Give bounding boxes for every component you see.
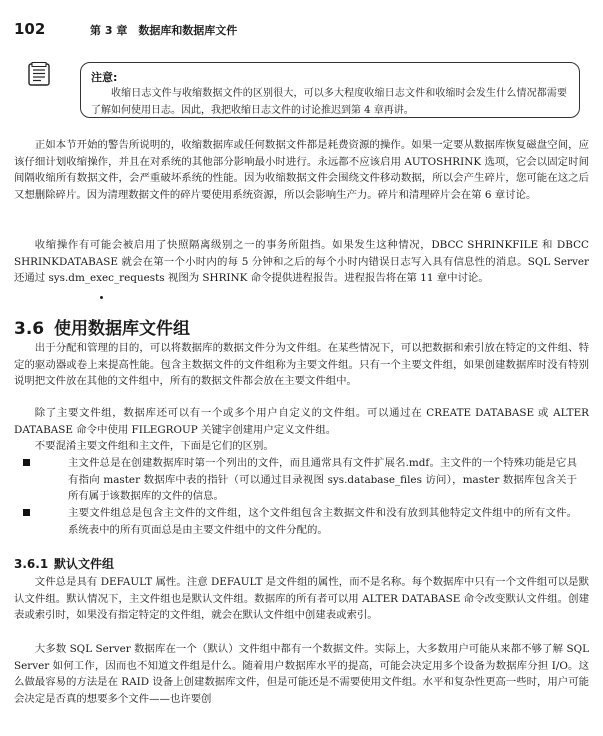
paragraph-single-datafile: 大多数 SQL Server 数据库在一个（默认）文件组中都有一个数据文件。实际上，大多数用户可能从来都不够了解 SQL Server 如何工作，因而也不知道文件组是什么。随着用户数据库水平的提高，可能会决定用多个设备为数据库分担 I/O。这么做最容易的方法是在 RAID 设备上创建数据库文件，但是可能还是不需要使用文件组。水平和复杂性更高一些时，用户可能会决定是否真的想要多个文件——也许要创 <box>14 643 589 705</box>
subsection-number: 3.6.1 <box>14 557 49 571</box>
paragraph-distinction: 不要混淆主要文件组和主文件，下面是它们的区别。 <box>34 440 274 452</box>
page-header <box>14 20 589 40</box>
note-title: 注意: <box>91 71 118 84</box>
bullet-text: 主要文件组总是包含主文件的文件组，这个文件组包含主数据文件和没有放到其他特定文件组中的所有文件。系统表中的所有页面总是由主要文件组中的文件分配的。 <box>68 507 577 536</box>
subsection-heading <box>14 555 114 572</box>
bullet-item <box>50 455 577 505</box>
page-number: 102 <box>14 20 46 38</box>
subsection-title: 默认文件组 <box>54 557 115 571</box>
bullet-square-icon <box>23 459 30 466</box>
note-callout <box>18 58 586 126</box>
section-title: 使用数据库文件组 <box>54 319 190 339</box>
stray-dot <box>100 296 103 299</box>
paragraph-shrink-warning: 正如本节开始的警告所说明的，收缩数据库或任何数据文件都是耗费资源的操作。如果一定要从数据库恢复磁盘空间，应该仔细计划收缩操作，并且在对系统的其他部分影响最小时进行。永远都不应该启用 AUTOSHRINK 选项，它会以固定时间间隔收缩所有数据文件，会严重破坏系统的性能。因为收缩数据文件会围绕文件移动数据，所以会产生碎片，您可能在这之后又想删除碎片。因为清理数据文件的碎片要使用系统资源，所以会影响生产力。碎片和清理碎片会在第 6 章讨论。 <box>14 139 589 201</box>
bullet-square-icon <box>23 509 30 516</box>
note-text: 收缩日志文件与收缩数据文件的区别很大，可以多大程度收缩日志文件和收缩时会发生什么情况都需要了解如何使用日志。因此，我把收缩日志文件的讨论推迟到第 4 章再讲。 <box>91 88 567 116</box>
section-heading <box>14 314 190 339</box>
paragraph-user-filegroups: 除了主要文件组，数据库还可以有一个或多个用户自定义的文件组。可以通过在 CREATE DATABASE 或 ALTER DATABASE 命令中使用 FILEGROUP 关键字创建用户定义文件组。 <box>14 407 589 436</box>
bullet-text: 主文件总是在创建数据库时第一个列出的文件，而且通常具有文件扩展名.mdf。主文件的一个特殊功能是它具有指向 master 数据库中表的指针（可以通过目录视图 sys.database_files 访问），master 数据库包含关于所有属于该数据库的文件的信息。 <box>68 457 577 502</box>
paragraph-filegroups-intro: 出于分配和管理的目的，可以将数据库的数据文件分为文件组。在某些情况下，可以把数据和索引放在特定的文件组、特定的驱动器或卷上来提高性能。包含主数据文件的文件组称为主要文件组。只有一个主要文件组，如果创建数据库时没有特别说明把文件放在其他的文件组中，所有的数据文件都会放在主要文件组中。 <box>14 342 589 387</box>
paragraph-snapshot-isolation: 收缩操作有可能会被启用了快照隔离级别之一的事务所阻挡。如果发生这种情况，DBCC SHRINKFILE 和 DBCC SHRINKDATABASE 就会在第一个小时内的每 5 分钟和之后的每个小时内错误日志写入具有信息性的消息。SQL Server 还通过 sys.dm_exec_requests 视图为 SHRINK 命令提供进程报告。进程报告将在第 11 章中讨论。 <box>14 239 589 284</box>
note-box <box>80 62 580 118</box>
section-number: 3.6 <box>14 319 45 339</box>
paragraph-default-filegroup: 文件总是具有 DEFAULT 属性。注意 DEFAULT 是文件组的属性，而不是名称。每个数据库中只有一个文件组可以是默认文件组。默认情况下，主文件组也是默认文件组。数据库的所有者可以用 ALTER DATABASE 命令改变默认文件组。创建表或索引时，如果没有指定特定的文件组，就会在默认文件组中创建表或索引。 <box>14 576 589 621</box>
bullet-item <box>50 505 577 538</box>
notepad-icon <box>28 62 50 86</box>
chapter-title: 第 3 章 数据库和数据库文件 <box>90 24 238 37</box>
